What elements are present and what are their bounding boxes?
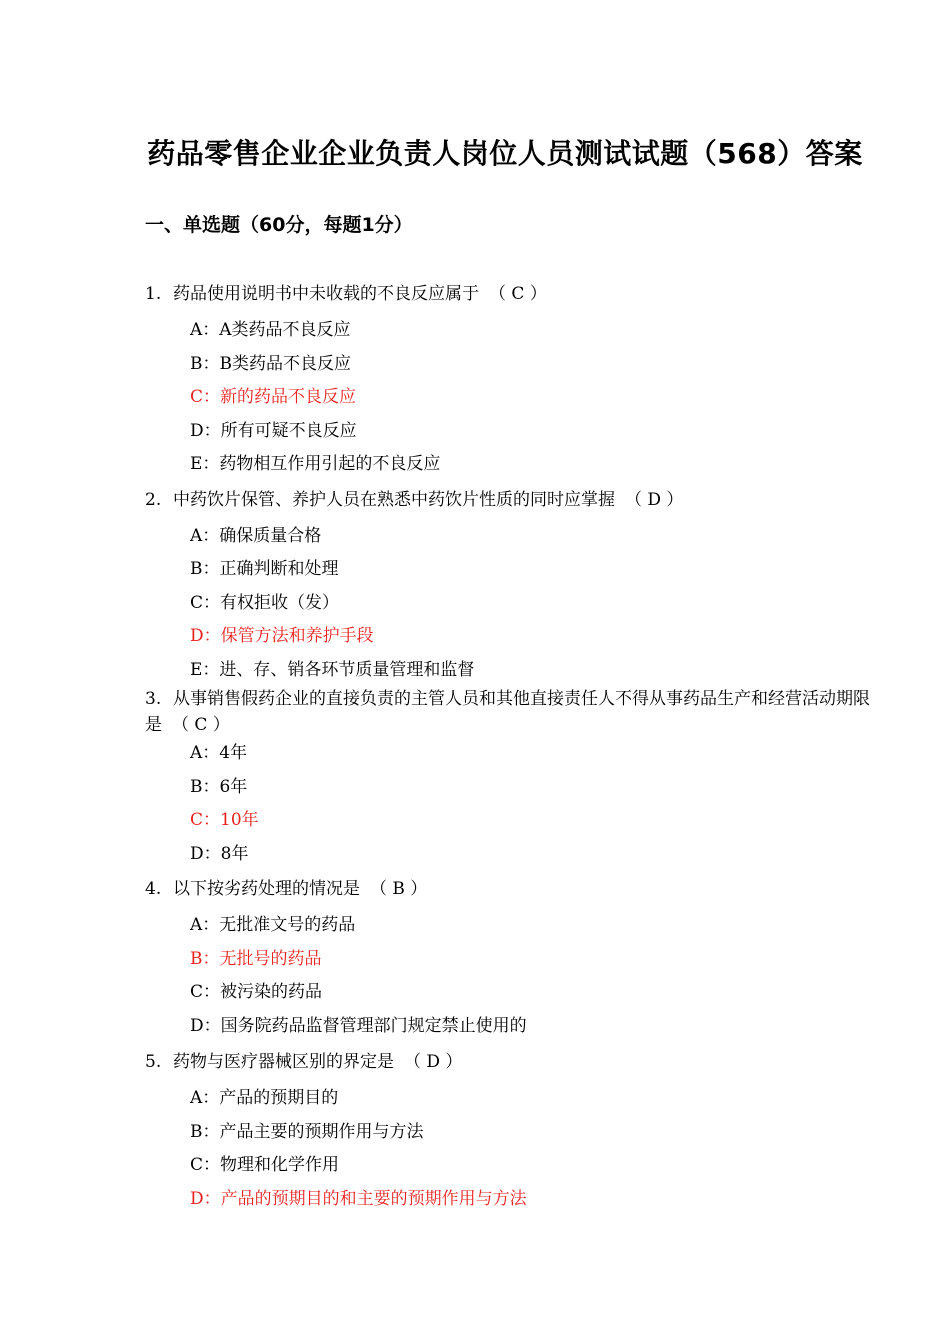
- question-2-option-b: B：正确判断和处理: [190, 559, 339, 579]
- question-3-stem: [145, 686, 870, 738]
- question-answer: （ D ）: [625, 490, 684, 510]
- question-answer: （ D ）: [404, 1052, 463, 1072]
- question-2-option-d: D：保管方法和养护手段: [190, 626, 374, 646]
- question-2-option-c: C：有权拒收（发）: [190, 593, 340, 613]
- question-3-option-b: B：6年: [190, 777, 248, 797]
- question-2-option-e: E：进、存、销各环节质量管理和监督: [190, 660, 475, 680]
- question-1-stem: [145, 281, 870, 307]
- question-answer: （ B ）: [370, 879, 428, 899]
- question-number: 5.: [145, 1052, 162, 1072]
- question-text: 药品使用说明书中未收载的不良反应属于: [173, 284, 479, 304]
- question-2-option-a: A：确保质量合格: [190, 526, 322, 546]
- question-4-option-b: B：无批号的药品: [190, 949, 322, 969]
- question-4-option-d: D：国务院药品监督管理部门规定禁止使用的: [190, 1016, 527, 1036]
- question-2-stem: [145, 487, 870, 513]
- question-1-option-c: C：新的药品不良反应: [190, 387, 357, 407]
- question-number: 4.: [145, 879, 162, 899]
- question-text: 以下按劣药处理的情况是: [173, 879, 360, 899]
- question-1-option-a: A：A类药品不良反应: [190, 320, 351, 340]
- question-5-option-b: B：产品主要的预期作用与方法: [190, 1122, 424, 1142]
- question-5-option-a: A：产品的预期目的: [190, 1088, 339, 1108]
- question-1-option-d: D：所有可疑不良反应: [190, 421, 357, 441]
- question-answer: （ C ）: [172, 715, 230, 735]
- question-number: 2.: [145, 490, 162, 510]
- question-answer: （ C ）: [489, 284, 547, 304]
- question-3-option-d: D：8年: [190, 844, 249, 864]
- question-4-option-a: A：无批准文号的药品: [190, 915, 356, 935]
- question-text: 从事销售假药企业的直接负责的主管人员和其他直接责任人不得从事药品生产和经营活动期限是: [145, 689, 870, 735]
- question-5-option-d: D：产品的预期目的和主要的预期作用与方法: [190, 1189, 527, 1209]
- question-1-option-e: E：药物相互作用引起的不良反应: [190, 454, 441, 474]
- page-title: 药品零售企业企业负责人岗位人员测试试题（568）答案: [147, 137, 863, 170]
- question-text: 药物与医疗器械区别的界定是: [173, 1052, 394, 1072]
- question-4-stem: [145, 876, 870, 902]
- question-3-option-c: C：10年: [190, 810, 259, 830]
- question-4-option-c: C：被污染的药品: [190, 982, 323, 1002]
- question-number: 1.: [145, 284, 162, 304]
- question-3-option-a: A：4年: [190, 743, 248, 763]
- question-5-stem: [145, 1049, 870, 1075]
- question-5-option-c: C：物理和化学作用: [190, 1155, 340, 1175]
- question-number: 3.: [145, 689, 162, 709]
- question-1-option-b: B：B类药品不良反应: [190, 354, 351, 374]
- question-text: 中药饮片保管、养护人员在熟悉中药饮片性质的同时应掌握: [173, 490, 615, 510]
- section-heading: 一、单选题（60分，每题1分）: [145, 214, 413, 236]
